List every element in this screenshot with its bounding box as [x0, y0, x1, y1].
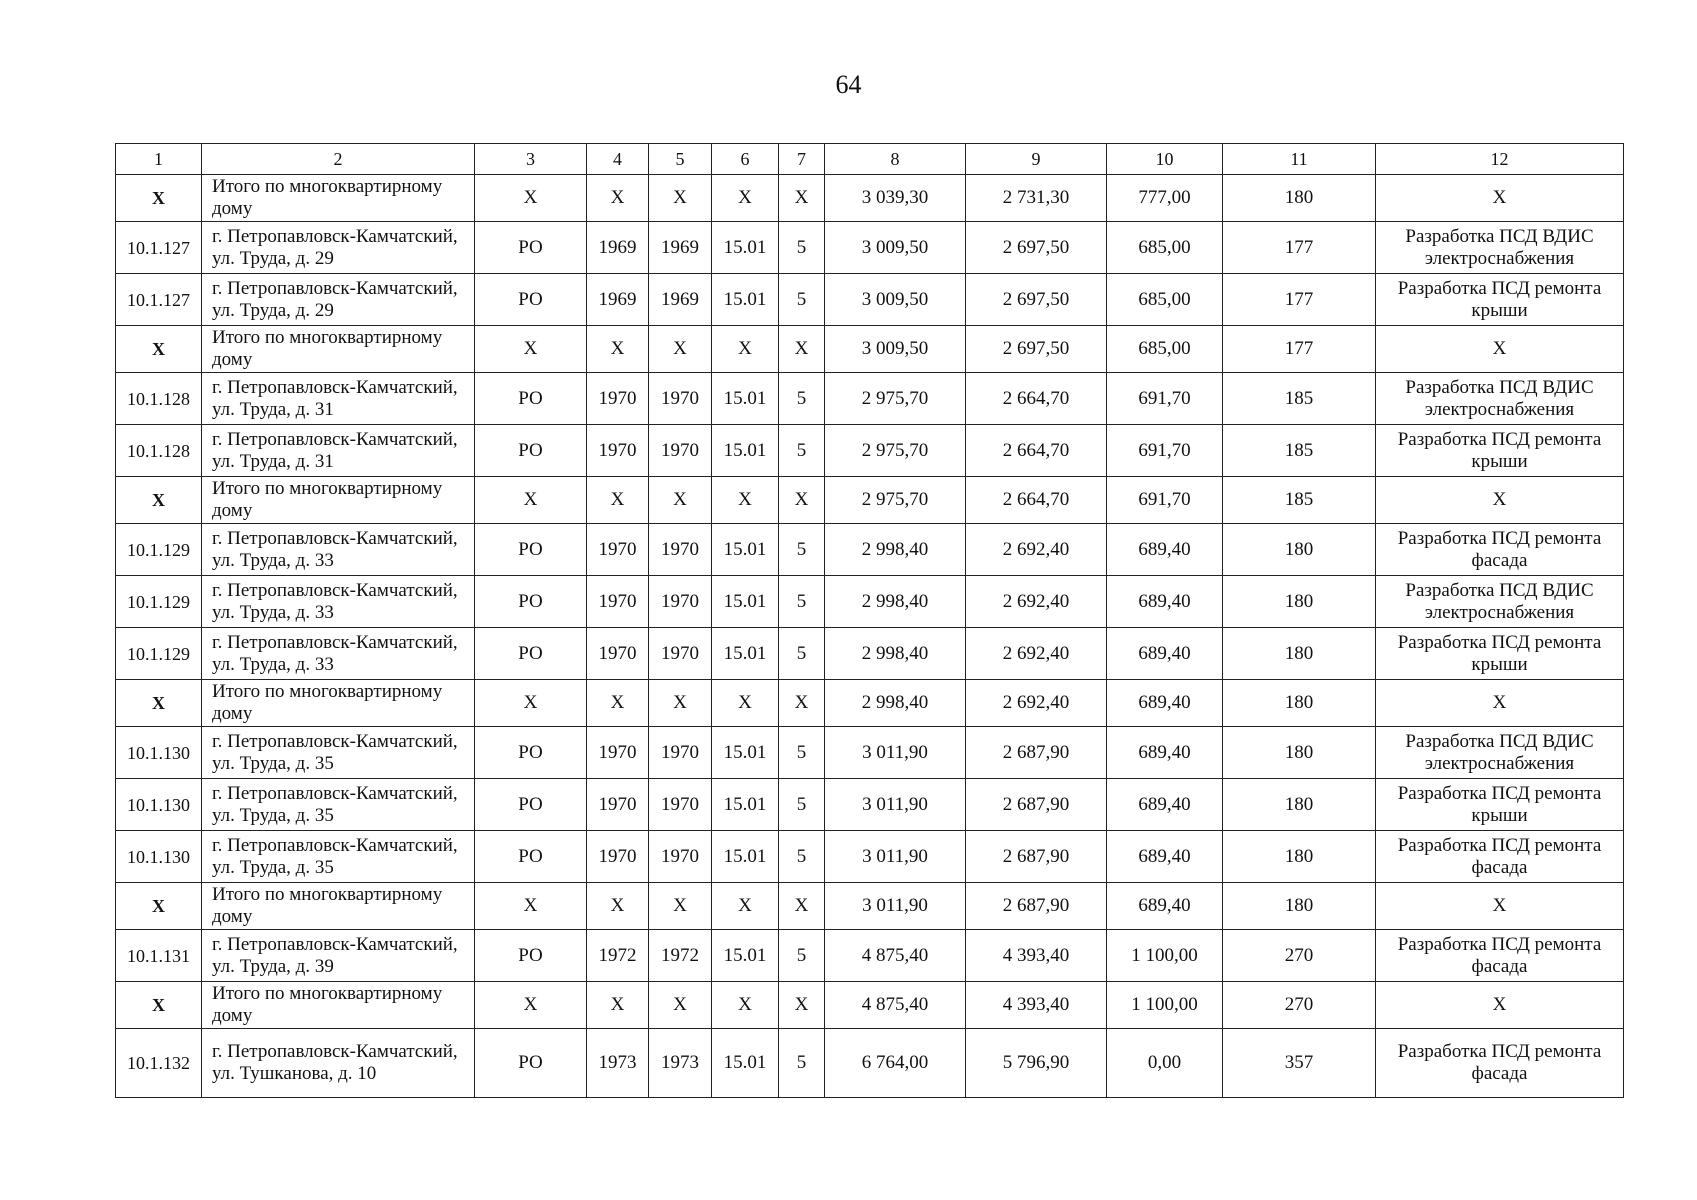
table-cell: 185: [1223, 425, 1376, 477]
table-row: [116, 831, 1624, 883]
table-cell: 2 697,50: [966, 222, 1107, 274]
table-cell: 1970: [587, 524, 649, 576]
table-cell: 2 664,70: [966, 477, 1107, 524]
table-cell: РО: [475, 727, 587, 779]
table-cell: 15.01: [712, 425, 779, 477]
table-cell: 2 692,40: [966, 680, 1107, 727]
page-number: 64: [835, 70, 862, 99]
table-cell: РО: [475, 425, 587, 477]
table-cell: 10.1.129: [116, 576, 202, 628]
table-cell: 4 393,40: [966, 982, 1107, 1029]
table-cell: 685,00: [1107, 222, 1223, 274]
table-cell: 5: [779, 222, 825, 274]
table-cell: 5: [779, 831, 825, 883]
table-cell: 3 011,90: [825, 883, 966, 930]
table-cell: РО: [475, 930, 587, 982]
table-cell: X: [475, 477, 587, 524]
table-cell: 5: [779, 274, 825, 326]
total-row: [116, 883, 1624, 930]
table-cell: 1969: [649, 222, 712, 274]
table-cell: X: [712, 326, 779, 373]
table-cell: 15.01: [712, 274, 779, 326]
table-cell: Разработка ПСД ремонта крыши: [1376, 779, 1624, 831]
table-cell: 2 687,90: [966, 883, 1107, 930]
table-cell: X: [712, 982, 779, 1029]
header-cell: 1: [116, 144, 202, 175]
table-cell: Итого по многоквартирному дому: [202, 477, 475, 524]
table-cell: 15.01: [712, 373, 779, 425]
table-cell: 4 875,40: [825, 982, 966, 1029]
table-cell: 15.01: [712, 628, 779, 680]
table-cell: РО: [475, 576, 587, 628]
table-cell: 180: [1223, 175, 1376, 222]
table-cell: 3 011,90: [825, 831, 966, 883]
header-cell: 6: [712, 144, 779, 175]
header-cell: 7: [779, 144, 825, 175]
table-row: [116, 274, 1624, 326]
table-cell: 2 998,40: [825, 576, 966, 628]
table-cell: Разработка ПСД ремонта крыши: [1376, 628, 1624, 680]
table-cell: 185: [1223, 373, 1376, 425]
table-cell: 177: [1223, 326, 1376, 373]
table-cell: 5: [779, 727, 825, 779]
table-cell: РО: [475, 831, 587, 883]
table-cell: X: [779, 326, 825, 373]
table-cell: 2 687,90: [966, 727, 1107, 779]
table-cell: г. Петропавловск-Камчатский, ул. Труда, д. 35: [202, 831, 475, 883]
table-cell: 689,40: [1107, 831, 1223, 883]
table-cell: X: [712, 477, 779, 524]
table-cell: 1970: [587, 628, 649, 680]
table-cell: 691,70: [1107, 373, 1223, 425]
header-cell: 11: [1223, 144, 1376, 175]
table-cell: X: [1376, 982, 1624, 1029]
table-body: [116, 144, 1624, 1098]
table-cell: X: [1376, 175, 1624, 222]
table-cell: РО: [475, 373, 587, 425]
header-cell: 2: [202, 144, 475, 175]
table-cell: X: [475, 326, 587, 373]
table-row: [116, 576, 1624, 628]
table-cell: 180: [1223, 727, 1376, 779]
table-row: [116, 373, 1624, 425]
table-cell: 689,40: [1107, 680, 1223, 727]
table-cell: 689,40: [1107, 883, 1223, 930]
table-row: [116, 727, 1624, 779]
table-cell: 15.01: [712, 727, 779, 779]
table-cell: 689,40: [1107, 576, 1223, 628]
table-cell: 2 664,70: [966, 425, 1107, 477]
header-row: [116, 144, 1624, 175]
table-cell: 3 039,30: [825, 175, 966, 222]
table-cell: 1970: [587, 779, 649, 831]
table-cell: 1970: [649, 524, 712, 576]
table-cell: 180: [1223, 883, 1376, 930]
table-cell: X: [116, 883, 202, 930]
table-cell: 2 687,90: [966, 831, 1107, 883]
table-cell: 15.01: [712, 222, 779, 274]
table-cell: г. Петропавловск-Камчатский, ул. Труда, д. 31: [202, 373, 475, 425]
table-cell: 1970: [649, 373, 712, 425]
table-cell: X: [116, 982, 202, 1029]
table-cell: 270: [1223, 982, 1376, 1029]
table-cell: 1970: [587, 425, 649, 477]
table-cell: Разработка ПСД ремонта фасада: [1376, 1029, 1624, 1098]
table-cell: 1 100,00: [1107, 982, 1223, 1029]
table-cell: г. Петропавловск-Камчатский, ул. Тушканова, д. 10: [202, 1029, 475, 1098]
table-cell: X: [475, 680, 587, 727]
total-row: [116, 326, 1624, 373]
table-cell: РО: [475, 779, 587, 831]
table-cell: г. Петропавловск-Камчатский, ул. Труда, д. 35: [202, 779, 475, 831]
table-cell: 1970: [649, 576, 712, 628]
table-cell: 2 692,40: [966, 628, 1107, 680]
table-cell: 2 687,90: [966, 779, 1107, 831]
table-cell: 1970: [649, 425, 712, 477]
table-cell: X: [779, 175, 825, 222]
table-cell: Разработка ПСД ВДИС электроснабжения: [1376, 576, 1624, 628]
table-cell: РО: [475, 524, 587, 576]
table-cell: РО: [475, 274, 587, 326]
table-cell: X: [587, 175, 649, 222]
table-cell: 689,40: [1107, 524, 1223, 576]
table-cell: РО: [475, 628, 587, 680]
table-cell: 15.01: [712, 831, 779, 883]
table-cell: 2 975,70: [825, 425, 966, 477]
header-cell: 12: [1376, 144, 1624, 175]
header-cell: 10: [1107, 144, 1223, 175]
table-cell: 1970: [649, 628, 712, 680]
table-cell: X: [779, 680, 825, 727]
table-cell: г. Петропавловск-Камчатский, ул. Труда, д. 31: [202, 425, 475, 477]
table-cell: 180: [1223, 831, 1376, 883]
table-cell: X: [1376, 477, 1624, 524]
table-row: [116, 222, 1624, 274]
total-row: [116, 982, 1624, 1029]
table-cell: 685,00: [1107, 274, 1223, 326]
table-cell: 5: [779, 1029, 825, 1098]
table-cell: Итого по многоквартирному дому: [202, 982, 475, 1029]
table-cell: 4 875,40: [825, 930, 966, 982]
table-cell: 2 731,30: [966, 175, 1107, 222]
table-cell: X: [1376, 326, 1624, 373]
table-cell: 5: [779, 628, 825, 680]
table-cell: X: [779, 982, 825, 1029]
table-cell: 691,70: [1107, 425, 1223, 477]
total-row: [116, 680, 1624, 727]
header-cell: 8: [825, 144, 966, 175]
table-row: [116, 1029, 1624, 1098]
table-cell: 1 100,00: [1107, 930, 1223, 982]
table-cell: X: [779, 477, 825, 524]
table-cell: 2 692,40: [966, 576, 1107, 628]
table-cell: X: [587, 982, 649, 1029]
table-cell: 2 998,40: [825, 524, 966, 576]
table-cell: 2 664,70: [966, 373, 1107, 425]
table-cell: X: [649, 175, 712, 222]
table-cell: X: [587, 477, 649, 524]
table-row: [116, 930, 1624, 982]
table-cell: X: [475, 883, 587, 930]
table-cell: 10.1.130: [116, 727, 202, 779]
total-row: [116, 175, 1624, 222]
table-cell: 685,00: [1107, 326, 1223, 373]
table-cell: 15.01: [712, 576, 779, 628]
table-cell: 3 009,50: [825, 274, 966, 326]
table-cell: 10.1.127: [116, 274, 202, 326]
table-cell: 5: [779, 425, 825, 477]
table-cell: 10.1.130: [116, 831, 202, 883]
table-cell: 691,70: [1107, 477, 1223, 524]
table-cell: 10.1.128: [116, 373, 202, 425]
table-cell: 2 975,70: [825, 373, 966, 425]
table-cell: 1970: [649, 727, 712, 779]
table-cell: 6 764,00: [825, 1029, 966, 1098]
table-cell: 2 697,50: [966, 326, 1107, 373]
table-cell: 1970: [587, 727, 649, 779]
table-cell: 2 998,40: [825, 628, 966, 680]
table-cell: 177: [1223, 274, 1376, 326]
table-cell: 5: [779, 576, 825, 628]
table-cell: 1969: [649, 274, 712, 326]
table-cell: 5: [779, 373, 825, 425]
header-cell: 5: [649, 144, 712, 175]
table-cell: 177: [1223, 222, 1376, 274]
table-cell: 15.01: [712, 930, 779, 982]
table-cell: 2 692,40: [966, 524, 1107, 576]
table-cell: г. Петропавловск-Камчатский, ул. Труда, д. 39: [202, 930, 475, 982]
table-cell: X: [649, 883, 712, 930]
table-cell: 10.1.127: [116, 222, 202, 274]
table-cell: 1969: [587, 274, 649, 326]
table-cell: 15.01: [712, 779, 779, 831]
table-cell: 1972: [649, 930, 712, 982]
table-cell: X: [712, 883, 779, 930]
table-cell: 15.01: [712, 524, 779, 576]
table-cell: 4 393,40: [966, 930, 1107, 982]
table-cell: X: [649, 477, 712, 524]
table-cell: 689,40: [1107, 779, 1223, 831]
table-cell: X: [649, 326, 712, 373]
table-cell: 777,00: [1107, 175, 1223, 222]
table-cell: 689,40: [1107, 727, 1223, 779]
table-cell: X: [116, 175, 202, 222]
table-row: [116, 628, 1624, 680]
table-cell: 15.01: [712, 1029, 779, 1098]
table-cell: Итого по многоквартирному дому: [202, 680, 475, 727]
table-cell: г. Петропавловск-Камчатский, ул. Труда, д. 33: [202, 628, 475, 680]
table-cell: 180: [1223, 628, 1376, 680]
table-cell: 2 998,40: [825, 680, 966, 727]
table-cell: Разработка ПСД ВДИС электроснабжения: [1376, 222, 1624, 274]
table-row: [116, 524, 1624, 576]
table-cell: 1973: [649, 1029, 712, 1098]
table-cell: 5: [779, 779, 825, 831]
table-cell: г. Петропавловск-Камчатский, ул. Труда, д. 35: [202, 727, 475, 779]
table-cell: X: [475, 175, 587, 222]
table-cell: X: [587, 883, 649, 930]
table-cell: 1972: [587, 930, 649, 982]
table-cell: 1973: [587, 1029, 649, 1098]
table-cell: 2 697,50: [966, 274, 1107, 326]
table-cell: Разработка ПСД ремонта крыши: [1376, 425, 1624, 477]
table-cell: 1969: [587, 222, 649, 274]
table-cell: Итого по многоквартирному дому: [202, 326, 475, 373]
table-cell: 270: [1223, 930, 1376, 982]
table-cell: 5 796,90: [966, 1029, 1107, 1098]
table-cell: X: [116, 477, 202, 524]
table-cell: 2 975,70: [825, 477, 966, 524]
total-row: [116, 477, 1624, 524]
table-cell: X: [587, 680, 649, 727]
table-cell: Итого по многоквартирному дому: [202, 175, 475, 222]
table-cell: X: [712, 680, 779, 727]
table-cell: 3 009,50: [825, 326, 966, 373]
table-cell: Разработка ПСД ВДИС электроснабжения: [1376, 373, 1624, 425]
table-cell: 10.1.128: [116, 425, 202, 477]
table-cell: г. Петропавловск-Камчатский, ул. Труда, д. 29: [202, 222, 475, 274]
table-row: [116, 779, 1624, 831]
table-row: [116, 425, 1624, 477]
table-cell: Разработка ПСД ремонта крыши: [1376, 274, 1624, 326]
table-cell: 1970: [587, 831, 649, 883]
table-cell: РО: [475, 222, 587, 274]
table-cell: 1970: [649, 831, 712, 883]
table-cell: X: [1376, 883, 1624, 930]
table-cell: X: [116, 326, 202, 373]
table-cell: X: [475, 982, 587, 1029]
table-cell: X: [116, 680, 202, 727]
table-cell: 180: [1223, 680, 1376, 727]
table-cell: 5: [779, 524, 825, 576]
header-cell: 4: [587, 144, 649, 175]
table-cell: РО: [475, 1029, 587, 1098]
header-cell: 9: [966, 144, 1107, 175]
table-cell: X: [649, 680, 712, 727]
table-cell: 185: [1223, 477, 1376, 524]
table-cell: X: [712, 175, 779, 222]
header-cell: 3: [475, 144, 587, 175]
table-cell: X: [1376, 680, 1624, 727]
table-cell: г. Петропавловск-Камчатский, ул. Труда, д. 29: [202, 274, 475, 326]
table-cell: 689,40: [1107, 628, 1223, 680]
table-cell: 10.1.131: [116, 930, 202, 982]
table-cell: Разработка ПСД ремонта фасада: [1376, 930, 1624, 982]
table-cell: 180: [1223, 576, 1376, 628]
table-cell: 3 011,90: [825, 727, 966, 779]
table-cell: 357: [1223, 1029, 1376, 1098]
table-cell: 180: [1223, 779, 1376, 831]
table-cell: 10.1.129: [116, 628, 202, 680]
table-cell: 5: [779, 930, 825, 982]
table-cell: 180: [1223, 524, 1376, 576]
table-cell: 1970: [587, 373, 649, 425]
table-cell: 3 009,50: [825, 222, 966, 274]
table-cell: 1970: [587, 576, 649, 628]
table-cell: Разработка ПСД ремонта фасада: [1376, 831, 1624, 883]
table-cell: X: [587, 326, 649, 373]
table-cell: 10.1.132: [116, 1029, 202, 1098]
table-cell: г. Петропавловск-Камчатский, ул. Труда, д. 33: [202, 524, 475, 576]
table-cell: г. Петропавловск-Камчатский, ул. Труда, д. 33: [202, 576, 475, 628]
table-cell: X: [649, 982, 712, 1029]
table-cell: Разработка ПСД ВДИС электроснабжения: [1376, 727, 1624, 779]
table-cell: X: [779, 883, 825, 930]
table-cell: 0,00: [1107, 1029, 1223, 1098]
table-cell: Разработка ПСД ремонта фасада: [1376, 524, 1624, 576]
table-cell: Итого по многоквартирному дому: [202, 883, 475, 930]
table-cell: 10.1.129: [116, 524, 202, 576]
table-cell: 10.1.130: [116, 779, 202, 831]
table-cell: 1970: [649, 779, 712, 831]
table-cell: 3 011,90: [825, 779, 966, 831]
data-table: [115, 143, 1624, 1098]
